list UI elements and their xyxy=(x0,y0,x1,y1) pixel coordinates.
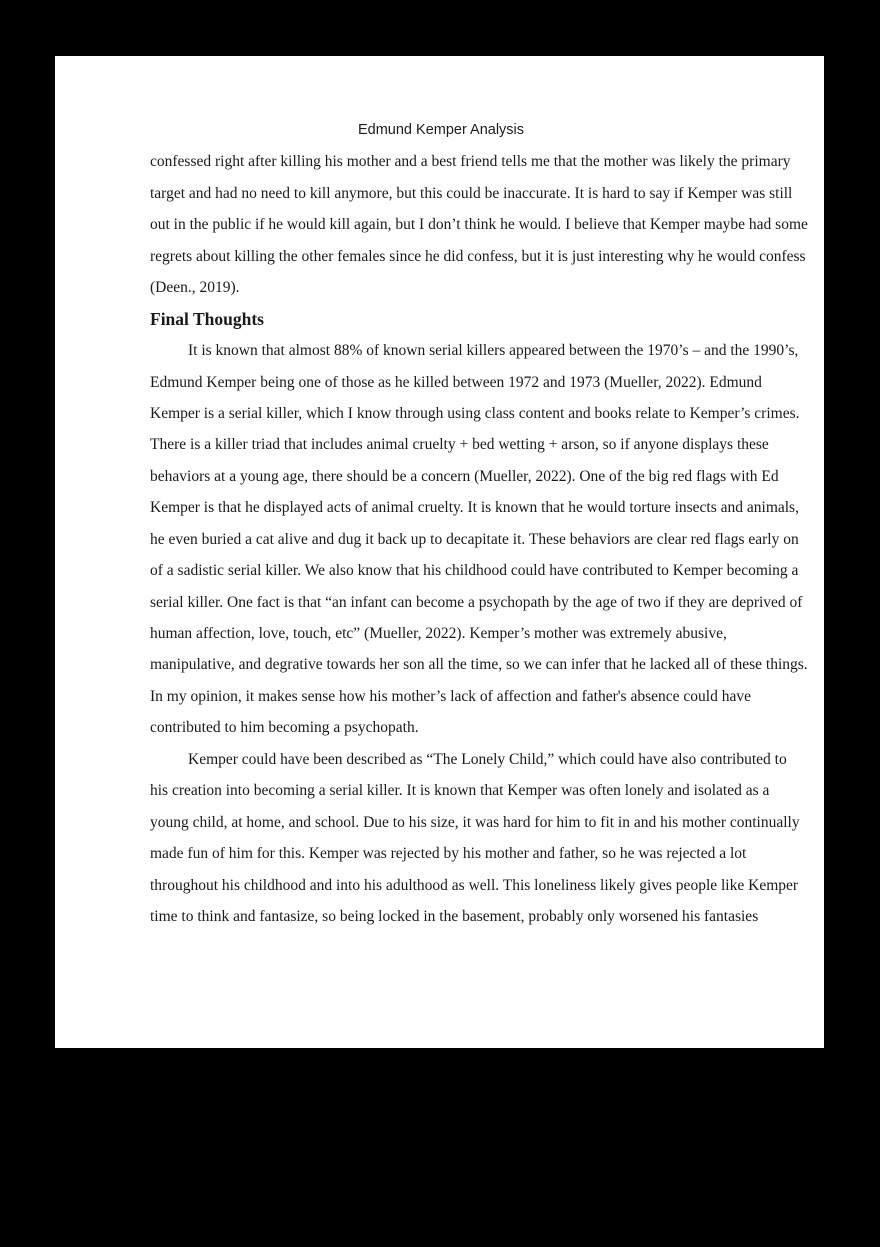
document-content xyxy=(150,115,808,932)
text-line: he even buried a cat alive and dug it back up to decapitate it. These behaviors are clear red flags early on xyxy=(150,530,799,548)
text-line: throughout his childhood and into his adulthood as well. This loneliness likely gives people like Kemper xyxy=(150,876,799,894)
text-line: manipulative, and degrative towards her son all the time, so we can infer that he lacked all of these things. xyxy=(150,656,808,674)
text-line: time to think and fantasize, so being locked in the basement, probably only worsened his fantasies xyxy=(150,907,759,925)
text-line: behaviors at a young age, there should be a concern (Mueller, 2022). One of the big red flags with Ed xyxy=(150,467,779,485)
document-page xyxy=(55,56,824,1048)
text-line: Kemper is a serial killer, which I know through using class content and books relate to Kemper’s crimes. xyxy=(150,404,800,422)
text-line: of a sadistic serial killer. We also know that his childhood could have contributed to Kemper becoming a xyxy=(150,562,799,580)
page-header-title: Edmund Kemper Analysis xyxy=(357,122,525,138)
text-line: contributed to him becoming a psychopath. xyxy=(150,719,419,737)
text-line: In my opinion, it makes sense how his mother’s lack of affection and father's absence could have xyxy=(150,687,751,705)
text-line: target and had no need to kill anymore, but this could be inaccurate. It is hard to say if Kemper was still xyxy=(150,184,793,202)
text-line: Edmund Kemper being one of those as he killed between 1972 and 1973 (Mueller, 2022). Edmund xyxy=(150,373,762,391)
text-line: serial killer. One fact is that “an infant can become a psychopath by the age of two if they are deprived of xyxy=(150,593,803,611)
text-line: young child, at home, and school. Due to his size, it was hard for him to fit in and his mother continually xyxy=(150,813,800,831)
text-line: made fun of him for this. Kemper was rejected by his mother and father, so he was rejected a lot xyxy=(150,845,747,863)
text-line: human affection, love, touch, etc” (Mueller, 2022). Kemper’s mother was extremely abusive, xyxy=(150,625,727,642)
text-line: Kemper is that he displayed acts of animal cruelty. It is known that he would torture insects and animals, xyxy=(150,499,799,517)
text-line: There is a killer triad that includes animal cruelty + bed wetting + arson, so if anyone displays these xyxy=(150,436,769,454)
section-heading: Final Thoughts xyxy=(150,308,264,329)
text-line: out in the public if he would kill again, but I don’t think he would. I believe that Kemper maybe had some xyxy=(150,216,808,234)
text-line: Kemper could have been described as “The Lonely Child,” which could have also contributed to xyxy=(188,750,787,768)
text-line: regrets about killing the other females since he did confess, but it is just interesting why he would confess xyxy=(150,247,806,265)
text-line: (Deen., 2019). xyxy=(150,279,240,297)
text-line: his creation into becoming a serial killer. It is known that Kemper was often lonely and isolated as a xyxy=(150,782,770,800)
text-line: It is known that almost 88% of known serial killers appeared between the 1970’s – and the 1990’s, xyxy=(188,342,799,360)
text-line: confessed right after killing his mother and a best friend tells me that the mother was likely the primary xyxy=(150,153,791,171)
